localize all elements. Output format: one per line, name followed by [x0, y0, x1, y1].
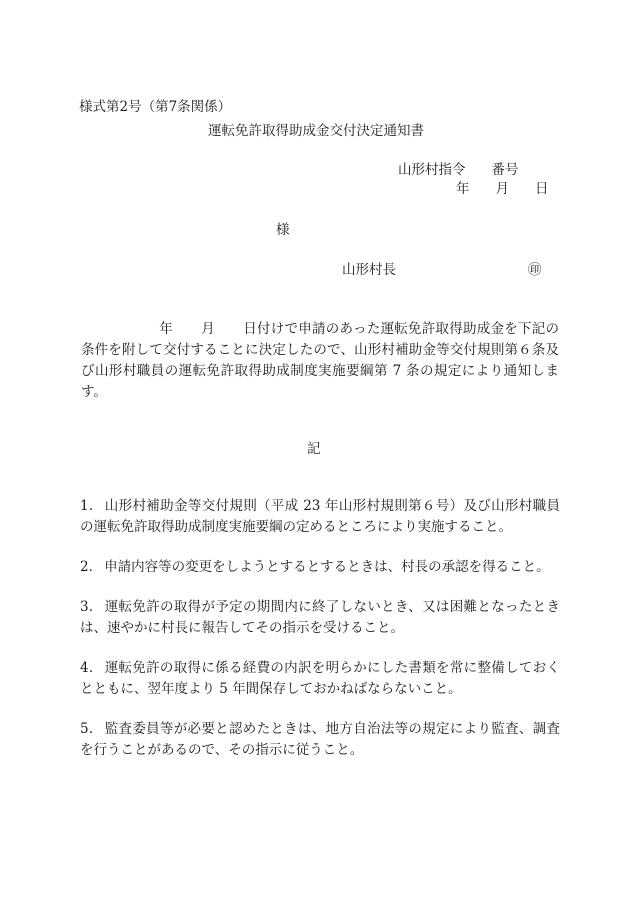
condition-item — [80, 719, 560, 761]
conditions-list — [80, 496, 560, 780]
body-year-label: 年 — [159, 321, 173, 337]
body-text: 日付けで申請のあった運転免許取得助成金を下記の条件を附して交付することに決定したので、山形村補助金等交付規則第６条及び山形村職員の運転免許取得助成制度実施要綱第 7 条の規定により通知します。 — [81, 321, 560, 400]
condition-text: 運転免許の取得が予定の期間内に終了しないとき、又は困難となったときは、速やかに村長に報告してその指示を受けること。 — [80, 599, 560, 636]
notice-body — [81, 319, 559, 403]
month-label: 月 — [495, 181, 509, 197]
recipient-honorific: 様 — [276, 222, 290, 238]
condition-number: 5． — [80, 721, 103, 737]
condition-item — [80, 557, 560, 578]
date-line — [456, 177, 549, 197]
condition-number: 4． — [80, 660, 103, 676]
condition-text: 監査委員等が必要と認めたときは、地方自治法等の規定により監査、調査を行うことがあるので、その指示に従うこと。 — [80, 721, 560, 758]
condition-text: 山形村補助金等交付規則（平成 23 年山形村規則第６号）及び山形村職員の運転免許取得助成制度実施要綱の定めるところにより実施すること。 — [80, 498, 560, 535]
form-number: 様式第2号（第7条関係） — [79, 99, 232, 115]
document-title: 運転免許取得助成金交付決定通知書 — [208, 123, 424, 139]
condition-item — [80, 658, 560, 700]
condition-item — [80, 496, 560, 538]
ki-heading: 記 — [307, 441, 321, 457]
seal-mark: ㊞ — [528, 262, 542, 278]
document-number-line — [398, 158, 519, 178]
body-month-label: 月 — [201, 321, 215, 337]
condition-number: 1． — [80, 498, 103, 514]
condition-number: 3． — [80, 599, 103, 615]
condition-text: 運転免許の取得に係る経費の内訳を明らかにした書類を常に整備しておくとともに、翌年度より 5 年間保存しておかねばならないこと。 — [80, 660, 560, 697]
condition-number: 2． — [80, 559, 103, 575]
day-label: 日 — [535, 181, 549, 197]
issuer-code: 山形村指令 — [398, 162, 466, 178]
year-label: 年 — [456, 181, 470, 197]
issuer-name: 山形村長 — [342, 262, 396, 278]
number-label: 番号 — [491, 162, 519, 178]
condition-text: 申請内容等の変更をしようとするとするときは、村長の承認を得ること。 — [104, 559, 550, 575]
condition-item — [80, 597, 560, 639]
